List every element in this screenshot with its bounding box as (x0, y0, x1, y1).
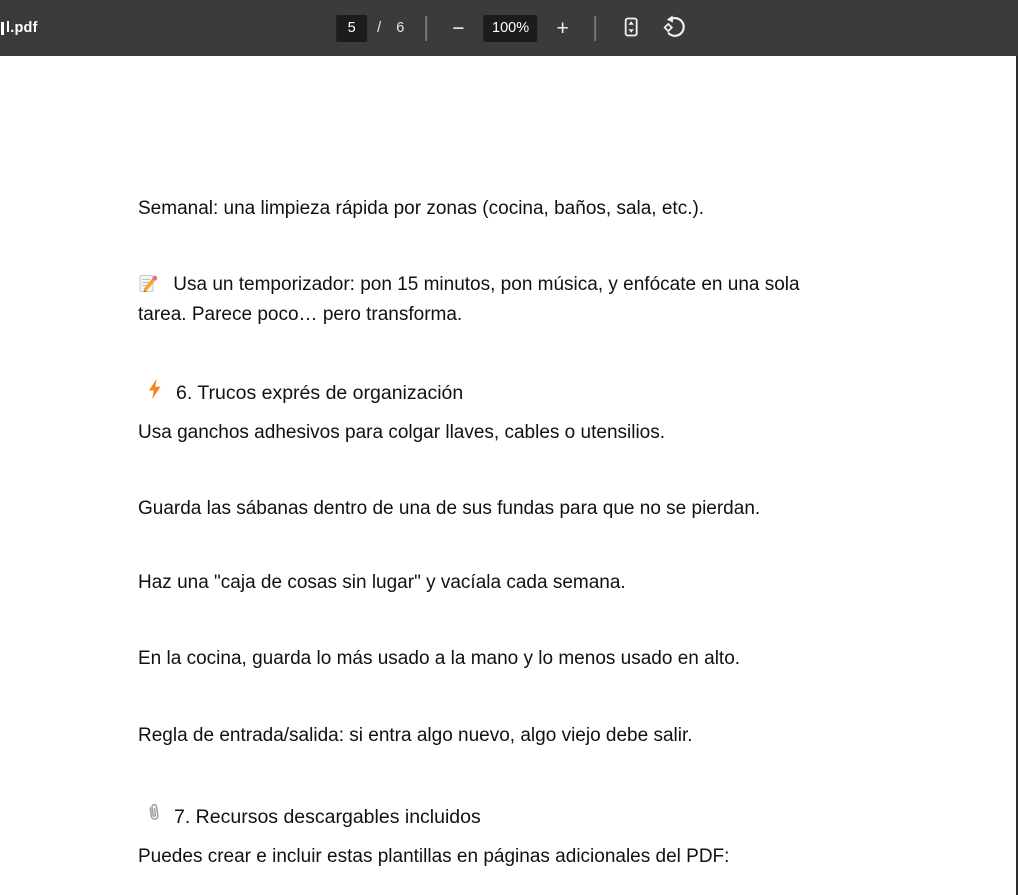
memo-icon (138, 278, 164, 299)
heading-text: 7. Recursos descargables incluidos (174, 805, 481, 828)
page-total: 6 (396, 20, 405, 36)
page-number-input[interactable] (336, 15, 367, 42)
section-heading (146, 378, 926, 407)
section-heading (146, 802, 926, 831)
document-title: l.pdf (1, 0, 38, 56)
paragraph-text: En la cocina, guarda lo más usado a la mano y lo menos usado en alto. (138, 648, 741, 669)
paragraph-text: Usa ganchos adhesivos para colgar llaves, cables o utensilios. (138, 422, 666, 443)
pdf-page (0, 56, 1018, 895)
heading-text: 6. Trucos exprés de organización (176, 381, 464, 404)
lightning-icon (146, 378, 164, 407)
paragraph (138, 646, 918, 672)
paragraph (138, 272, 848, 328)
paragraph-text: Haz una "caja de cosas sin lugar" y vacíala cada semana. (138, 572, 626, 593)
paragraph (138, 723, 918, 749)
toolbar-controls (336, 0, 688, 56)
paragraph (138, 570, 918, 596)
rotate-counterclockwise-button[interactable] (660, 14, 688, 42)
pdf-toolbar (0, 0, 1018, 56)
toolbar-divider (425, 16, 427, 41)
paragraph-text: Guarda las sábanas dentro de una de sus fundas para que no se pierdan. (138, 498, 761, 519)
page-separator: / (377, 20, 382, 36)
paragraph (138, 844, 918, 870)
toolbar-divider (594, 16, 596, 41)
zoom-in-button[interactable]: + (553, 16, 573, 41)
rotate-counterclockwise-icon (661, 14, 687, 43)
zoom-out-button[interactable]: − (448, 16, 468, 41)
zoom-level[interactable]: 100% (484, 15, 538, 42)
paragraph-text: Puedes crear e incluir estas plantillas en páginas adicionales del PDF: (138, 846, 730, 867)
paragraph (138, 496, 918, 522)
paragraph (138, 196, 918, 222)
fit-to-page-icon (619, 15, 643, 42)
paragraph-text: Semanal: una limpieza rápida por zonas (cocina, baños, sala, etc.). (138, 198, 705, 219)
paragraph (138, 420, 918, 446)
paragraph-text: Regla de entrada/salida: si entra algo nuevo, algo viejo debe salir. (138, 725, 693, 746)
paperclip-icon (146, 802, 162, 831)
fit-to-page-button[interactable] (617, 14, 645, 42)
paragraph-text: Usa un temporizador: pon 15 minutos, pon música, y enfócate en una sola tarea. Parece poco… pero transforma. (138, 274, 800, 325)
